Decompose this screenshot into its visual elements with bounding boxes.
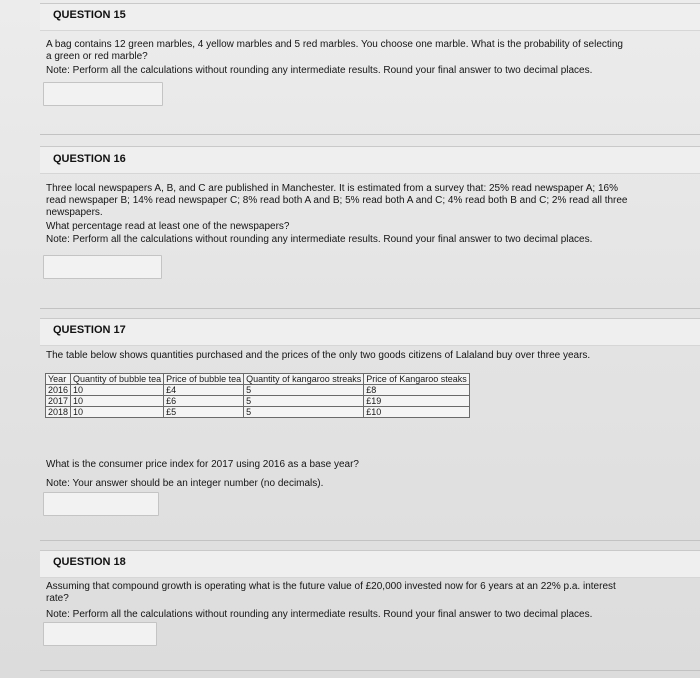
question-17-title: QUESTION 17 (53, 324, 126, 336)
table-cell: £8 (364, 385, 470, 396)
separator (40, 670, 700, 671)
question-17-header (40, 318, 700, 346)
goods-table (45, 373, 470, 418)
question-18-line-2: rate? (46, 593, 69, 604)
question-18-answer-input[interactable] (43, 622, 157, 646)
question-15-header (40, 3, 700, 31)
table-cell: 5 (244, 396, 364, 407)
table-row (46, 385, 470, 396)
question-16-text (46, 183, 696, 246)
table-header-cell: Quantity of kangaroo streaks (244, 374, 364, 385)
table-cell: 10 (71, 385, 164, 396)
question-15-line-2: a green or red marble? (46, 51, 148, 62)
table-cell: 2018 (46, 407, 71, 418)
question-18-note: Note: Perform all the calculations without rounding any intermediate results. Round your final answer to two decimal places. (46, 609, 593, 620)
table-row (46, 407, 470, 418)
separator (40, 308, 700, 309)
question-16-line-2: read newspaper B; 14% read newspaper C; 8% read both A and B; 5% read both A and C; 4% read both B and C; 2% read all three (46, 195, 628, 206)
table-cell: 2017 (46, 396, 71, 407)
table-cell: 10 (71, 407, 164, 418)
question-15-answer-input[interactable] (43, 82, 163, 106)
table-cell: £4 (164, 385, 244, 396)
separator (40, 540, 700, 541)
question-15-note: Note: Perform all the calculations without rounding any intermediate results. Round your final answer to two decimal places. (46, 65, 593, 76)
question-17-note: Note: Your answer should be an integer number (no decimals). (46, 478, 324, 489)
question-18-line-1: Assuming that compound growth is operating what is the future value of £20,000 invested now for 6 years at an 22% p.a. interest (46, 581, 616, 592)
question-17-intro: The table below shows quantities purchased and the prices of the only two goods citizens of Lalaland buy over three years. (46, 350, 591, 361)
question-15-line-1: A bag contains 12 green marbles, 4 yellow marbles and 5 red marbles. You choose one marble. What is the probability of selecting (46, 39, 623, 50)
question-15-text (46, 39, 696, 77)
table-header-cell: Price of Kangaroo steaks (364, 374, 470, 385)
question-16-line-3: newspapers. (46, 207, 103, 218)
table-cell: £6 (164, 396, 244, 407)
table-header-cell: Quantity of bubble tea (71, 374, 164, 385)
table-cell: 5 (244, 385, 364, 396)
question-15-title: QUESTION 15 (53, 9, 126, 21)
table-cell: £19 (364, 396, 470, 407)
table-row (46, 396, 470, 407)
table-cell: 2016 (46, 385, 71, 396)
table-header-cell: Year (46, 374, 71, 385)
table-cell: 5 (244, 407, 364, 418)
question-16-line-1: Three local newspapers A, B, and C are published in Manchester. It is estimated from a survey that: 25% read newspaper A; 16% (46, 183, 618, 194)
table-header-cell: Price of bubble tea (164, 374, 244, 385)
question-17-answer-input[interactable] (43, 492, 159, 516)
question-16-question: What percentage read at least one of the newspapers? (46, 221, 290, 232)
table-cell: 10 (71, 396, 164, 407)
table-cell: £10 (364, 407, 470, 418)
question-16-header (40, 146, 700, 174)
table-header-row (46, 374, 470, 385)
question-16-note: Note: Perform all the calculations without rounding any intermediate results. Round your final answer to two decimal places. (46, 234, 593, 245)
question-16-answer-input[interactable] (43, 255, 162, 279)
question-18-header (40, 550, 700, 578)
question-18-text (46, 581, 696, 621)
question-16-title: QUESTION 16 (53, 153, 126, 165)
table-cell: £5 (164, 407, 244, 418)
separator (40, 134, 700, 135)
question-18-title: QUESTION 18 (53, 556, 126, 568)
question-17-question: What is the consumer price index for 2017 using 2016 as a base year? (46, 459, 359, 470)
